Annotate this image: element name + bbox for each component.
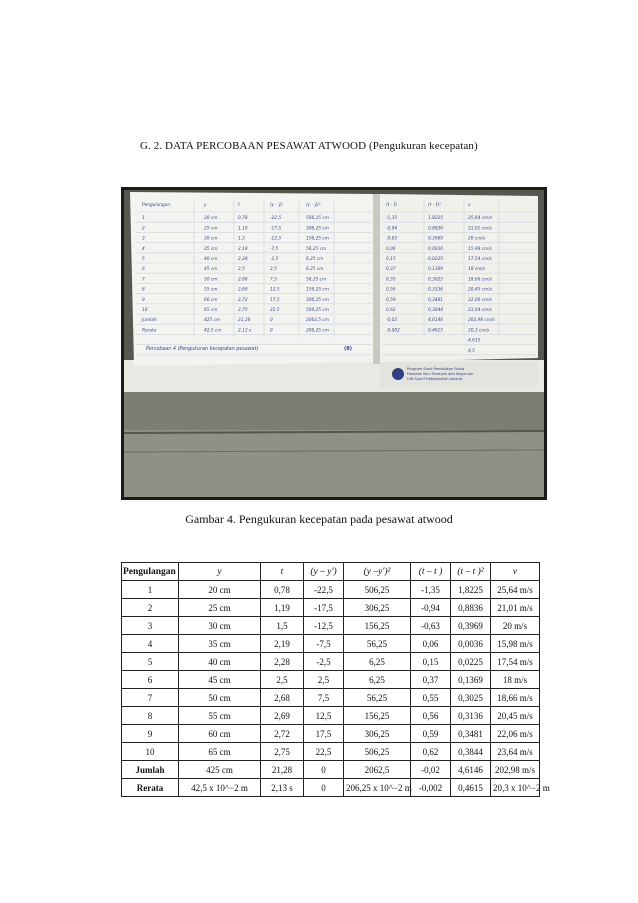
notebook-cell: 0,55 [386, 277, 396, 283]
table-row [122, 761, 540, 779]
cell-y: 55 cm [179, 707, 261, 725]
cell-y-deviation-squared: 206,25 x 10^−2 m [344, 779, 411, 797]
cell-t: 2,19 [261, 635, 304, 653]
table-row [122, 725, 540, 743]
svg-text:Program Studi Pendidikan Fisik: Program Studi Pendidikan Fisika [407, 367, 465, 371]
notebook-cell: 506,25 cm [306, 216, 329, 222]
notebook-cell: 21,28 [238, 318, 251, 324]
notebook-cell: 0 [270, 328, 273, 334]
notebook-header: t [238, 203, 240, 208]
notebook-cell: 2,5 [238, 267, 245, 273]
notebook-header: (t - t̄) [386, 203, 398, 208]
cell-y: 25 cm [179, 599, 261, 617]
cell-y-deviation-squared: 506,25 [344, 581, 411, 599]
figure-caption: Gambar 4. Pengukuran kecepatan pada pesawat atwood [185, 512, 453, 526]
svg-text:UIN Syarif Hidayatullah Jakart: UIN Syarif Hidayatullah Jakarta [407, 377, 463, 381]
table-body [122, 581, 550, 797]
cell-pengulangan: 7 [122, 689, 179, 707]
notebook-cell: 0,8836 [428, 226, 444, 232]
table-header-row [122, 563, 540, 581]
cell-y-deviation: 22,5 [304, 743, 344, 761]
notebook-header: (y - ȳ)² [306, 203, 321, 208]
header-t-deviation: (t – t ) [411, 563, 451, 581]
cell-t-deviation-squared: 0,8836 [451, 599, 491, 617]
cell-y-deviation: 2,5 [304, 671, 344, 689]
table-row [122, 743, 540, 761]
cell-pengulangan: 2 [122, 599, 179, 617]
table-row [122, 671, 540, 689]
cell-y-deviation: -22,5 [304, 581, 344, 599]
notebook-cell: 2,19 [238, 246, 248, 252]
cell-t-deviation: -1,35 [411, 581, 451, 599]
notebook-cell: -17,5 [270, 226, 282, 232]
notebook-cell: 6 [142, 267, 145, 273]
notebook-cell: 0,0225 [428, 257, 444, 262]
cell-t: 2,5 [261, 671, 304, 689]
table-row [122, 707, 540, 725]
notebook-cell: 30 cm [204, 236, 218, 242]
notebook-cell: 4,6146 [428, 318, 444, 324]
cell-y-deviation-squared: 2062,5 [344, 761, 411, 779]
cell-y: 45 cm [179, 671, 261, 689]
cell-v: 15,98 m/s [491, 635, 540, 653]
notebook-cell: 4 [142, 246, 145, 252]
notebook-cell: 42,5 cm [204, 328, 222, 334]
cell-y: 60 cm [179, 725, 261, 743]
notebook-cell: 23,64 cm/s [468, 308, 492, 313]
cell-t: 2,75 [261, 743, 304, 761]
notebook-cell: -2,5 [270, 257, 279, 262]
notebook-cell: 35 cm [204, 246, 218, 252]
cell-t-deviation-squared: 4,6146 [451, 761, 491, 779]
notebook-cell: 306,25 cm [306, 226, 329, 232]
cell-v: 22,06 m/s [491, 725, 540, 743]
notebook-cell: 0,06 [386, 246, 396, 252]
notebook-cell: 9 [142, 297, 145, 303]
notebook-cell: 0,62 [386, 308, 396, 313]
notebook-cell: 8 [142, 287, 145, 293]
notebook-cell: 0 [270, 318, 273, 324]
cell-y: 50 cm [179, 689, 261, 707]
cell-y-deviation-squared: 156,25 [344, 617, 411, 635]
notebook-cell: 25,64 cm/s [468, 216, 492, 222]
notebook-cell: 2 [142, 226, 145, 232]
table-row [122, 653, 540, 671]
cell-y-deviation-squared: 306,25 [344, 725, 411, 743]
table-row [122, 581, 540, 599]
notebook-cell: 50 cm [204, 277, 218, 283]
notebook-cell: 0,37 [386, 267, 396, 273]
notebook-cell: 3 [142, 236, 145, 242]
cell-t-deviation-squared: 0,4615 [451, 779, 491, 797]
notebook-cell: 2,72 [238, 297, 248, 303]
notebook-cell: 45 cm [204, 267, 218, 273]
notebook-cell: 425 cm [204, 318, 221, 324]
cell-t-deviation-squared: 0,3969 [451, 617, 491, 635]
cell-t: 1,19 [261, 599, 304, 617]
cell-t-deviation-squared: 0,1369 [451, 671, 491, 689]
cell-t: 21,28 [261, 761, 304, 779]
notebook-cell: 18,66 cm/s [468, 277, 492, 283]
cell-y-deviation-squared: 6,25 [344, 671, 411, 689]
cell-t-deviation: -0,63 [411, 617, 451, 635]
cell-t-deviation: 0,06 [411, 635, 451, 653]
notebook-cell: 2,68 [238, 277, 248, 283]
cell-y: 20 cm [179, 581, 261, 599]
cell-y: 40 cm [179, 653, 261, 671]
notebook-cell: -0,02 [386, 318, 398, 324]
velocity-data-table [121, 562, 550, 797]
notebook-cell: -0,94 [386, 226, 398, 232]
notebook-cell: 56,25 cm [306, 277, 327, 283]
notebook-cell: 20,3 cm/s [468, 328, 490, 334]
notebook-cell: 1,5 [238, 236, 245, 242]
cell-y-deviation: -7,5 [304, 635, 344, 653]
cell-t-deviation: -0,002 [411, 779, 451, 797]
notebook-cell: 21,01 cm/s [468, 226, 492, 232]
cell-y: 65 cm [179, 743, 261, 761]
notebook-header: Pengulangan [142, 203, 171, 208]
notebook-cell: 306,25 cm [306, 297, 329, 303]
cell-y-deviation-squared: 156,25 [344, 707, 411, 725]
table-row [122, 617, 540, 635]
notebook-cell: 40 cm [204, 257, 218, 262]
cell-v: 25,64 m/s [491, 581, 540, 599]
notebook-cell: 22,5 [270, 308, 280, 313]
notebook-cell: 0,3025 [428, 277, 444, 283]
notebook-cell: 6,25 cm [306, 257, 324, 262]
notebook-cell: 6,25 cm [306, 267, 324, 273]
cell-t-deviation: 0,37 [411, 671, 451, 689]
cell-y-deviation-squared: 506,25 [344, 743, 411, 761]
cell-t-deviation: 0,15 [411, 653, 451, 671]
notebook-cell: 0,78 [238, 216, 248, 222]
notebook-cell: 15,98 cm/s [468, 246, 492, 252]
notebook-cell: 1,19 [238, 226, 248, 232]
cell-v: 202,98 m/s [491, 761, 540, 779]
cell-y: 35 cm [179, 635, 261, 653]
notebook-cell: 0,3969 [428, 236, 444, 242]
cell-y-deviation: 0 [304, 761, 344, 779]
cell-y-deviation: -2,5 [304, 653, 344, 671]
cell-t: 0,78 [261, 581, 304, 599]
notebook-cell: 25 cm [204, 226, 218, 232]
notebook-cell: 0,1369 [428, 267, 444, 273]
header-v: v [491, 563, 540, 581]
cell-pengulangan: Jumlah [122, 761, 179, 779]
notebook-cell: 0,3136 [428, 287, 444, 293]
header-y-deviation: (y – y') [304, 563, 344, 581]
notebook-cell: 17,5 [270, 297, 280, 303]
cell-t-deviation-squared: 0,3481 [451, 725, 491, 743]
notebook-cell: 506,25 cm [306, 308, 329, 313]
notebook-cell: 22,06 cm/s [468, 297, 492, 303]
notebook-cell: 1 [142, 216, 145, 222]
table-row [122, 779, 540, 797]
notebook-cell: 206,25 cm [306, 328, 329, 334]
notebook-cell: 65 cm [204, 308, 218, 313]
cell-pengulangan: 10 [122, 743, 179, 761]
cell-v: 20,45 m/s [491, 707, 540, 725]
notebook-cell: 17,54 cm/s [468, 257, 492, 262]
notebook-photo-drawing [124, 190, 544, 497]
notebook-cell: 0,3844 [428, 308, 444, 313]
cell-y-deviation-squared: 306,25 [344, 599, 411, 617]
cell-t: 1,5 [261, 617, 304, 635]
notebook-header: (t - t̄)² [428, 203, 441, 208]
cell-v: 18,66 m/s [491, 689, 540, 707]
notebook-cell: 12,5 [270, 287, 280, 293]
notebook-header: (y - ȳ) [270, 203, 283, 208]
cell-t-deviation: 0,56 [411, 707, 451, 725]
cell-t-deviation-squared: 0,3025 [451, 689, 491, 707]
cell-y-deviation: 17,5 [304, 725, 344, 743]
notebook-cell: 2,69 [238, 287, 248, 293]
header-t: t [261, 563, 304, 581]
notebook-cell: 202,98 cm/s [468, 318, 495, 324]
cell-pengulangan: Rerata [122, 779, 179, 797]
notebook-cell: 4,5 [468, 348, 475, 354]
cell-pengulangan: 5 [122, 653, 179, 671]
cell-t-deviation-squared: 0,3136 [451, 707, 491, 725]
notebook-cell: -12,5 [270, 236, 282, 242]
cell-t-deviation-squared: 0,0225 [451, 653, 491, 671]
notebook-cell: 20 cm/s [468, 236, 486, 242]
cell-y-deviation-squared: 6,25 [344, 653, 411, 671]
notebook-cell: 0,0036 [428, 246, 444, 252]
notebook-cell: 2,28 [238, 257, 248, 262]
table-row [122, 689, 540, 707]
header-y-deviation-squared: (y –y')² [344, 563, 411, 581]
cell-t-deviation: -0,02 [411, 761, 451, 779]
section-heading: G. 2. DATA PERCOBAAN PESAWAT ATWOOD (Pengukuran kecepatan) [140, 140, 478, 152]
notebook-cell: 7 [142, 277, 145, 283]
notebook-cell: -0,63 [386, 236, 398, 242]
cell-t-deviation: 0,62 [411, 743, 451, 761]
notebook-cell: 10 [142, 308, 148, 313]
cell-t-deviation: 0,59 [411, 725, 451, 743]
notebook-cell: -22,5 [270, 216, 282, 222]
notebook-cell: 5 [142, 257, 145, 262]
notebook-cell: 4,615 [468, 338, 481, 344]
notebook-header: y [204, 203, 207, 208]
notebook-cell: 60 cm [204, 297, 218, 303]
notebook-cell: 156,25 cm [306, 287, 329, 293]
cell-y-deviation-squared: 56,25 [344, 635, 411, 653]
cell-y: 30 cm [179, 617, 261, 635]
cell-t: 2,68 [261, 689, 304, 707]
cell-v: 18 m/s [491, 671, 540, 689]
table-row [122, 599, 540, 617]
notebook-cell: Jumlah [142, 318, 157, 324]
notebook-page-number: (8) [344, 346, 353, 352]
notebook-cell: 55 cm [204, 287, 218, 293]
notebook-cell: 18 cm/s [468, 267, 486, 273]
notebook-cell: 156,25 cm [306, 236, 329, 242]
cell-t: 2,28 [261, 653, 304, 671]
notebook-cell: -1,35 [386, 216, 398, 222]
notebook-cell: 0,4615 [428, 328, 444, 334]
notebook-footnote: Percobaan 4 (Pengukuran kecepatan pesawat) [146, 347, 259, 352]
cell-t-deviation: 0,55 [411, 689, 451, 707]
cell-v: 20,3 x 10^−2 m [491, 779, 540, 797]
notebook-cell: 2,75 [238, 308, 248, 313]
cell-pengulangan: 6 [122, 671, 179, 689]
notebook-cell: 56,25 cm [306, 246, 327, 252]
notebook-cell: 20,45 cm/s [468, 287, 492, 293]
header-t-deviation-squared: (t – t )² [451, 563, 491, 581]
notebook-cell: 20 cm [204, 216, 218, 222]
cell-y-deviation: 12,5 [304, 707, 344, 725]
notebook-cell: 1,8225 [428, 216, 444, 222]
notebook-cell: 0,59 [386, 297, 396, 303]
notebook-cell: 0,3481 [428, 297, 444, 303]
cell-y-deviation: 7,5 [304, 689, 344, 707]
notebook-cell: 0,56 [386, 287, 396, 293]
cell-t-deviation-squared: 1,8225 [451, 581, 491, 599]
notebook-photo [121, 187, 547, 500]
cell-t: 2,13 s [261, 779, 304, 797]
table-row [122, 635, 540, 653]
cell-v: 23,64 m/s [491, 743, 540, 761]
notebook-header: v [468, 203, 471, 208]
cell-v: 17,54 m/s [491, 653, 540, 671]
svg-text:Fakultas Ilmu Tarbiyah dan Keg: Fakultas Ilmu Tarbiyah dan Keguruan [407, 372, 474, 376]
cell-v: 21,01 m/s [491, 599, 540, 617]
notebook-cell: 2,5 [270, 267, 277, 273]
notebook-cell: Rerata [142, 328, 157, 334]
cell-pengulangan: 3 [122, 617, 179, 635]
cell-t: 2,72 [261, 725, 304, 743]
notebook-cell: -7,5 [270, 246, 279, 252]
notebook-cell: 7,5 [270, 277, 277, 283]
cell-pengulangan: 4 [122, 635, 179, 653]
cell-y: 42,5 x 10^−2 m [179, 779, 261, 797]
cell-pengulangan: 9 [122, 725, 179, 743]
header-pengulangan: Pengulangan [122, 563, 179, 581]
cell-t: 2,69 [261, 707, 304, 725]
notebook-cell: 0,15 [386, 257, 396, 262]
notebook-cell: -0,002 [386, 328, 400, 334]
cell-y: 425 cm [179, 761, 261, 779]
cell-y-deviation: -17,5 [304, 599, 344, 617]
cell-y-deviation-squared: 56,25 [344, 689, 411, 707]
notebook-cell: 2062,5 cm [306, 318, 329, 324]
cell-pengulangan: 1 [122, 581, 179, 599]
cell-t-deviation-squared: 0,3844 [451, 743, 491, 761]
cell-y-deviation: 0 [304, 779, 344, 797]
cell-t-deviation: -0,94 [411, 599, 451, 617]
cell-y-deviation: -12,5 [304, 617, 344, 635]
cell-pengulangan: 8 [122, 707, 179, 725]
notebook-cell: 2,13 s [238, 328, 252, 334]
cell-v: 20 m/s [491, 617, 540, 635]
header-y: y [179, 563, 261, 581]
cell-t-deviation-squared: 0,0036 [451, 635, 491, 653]
